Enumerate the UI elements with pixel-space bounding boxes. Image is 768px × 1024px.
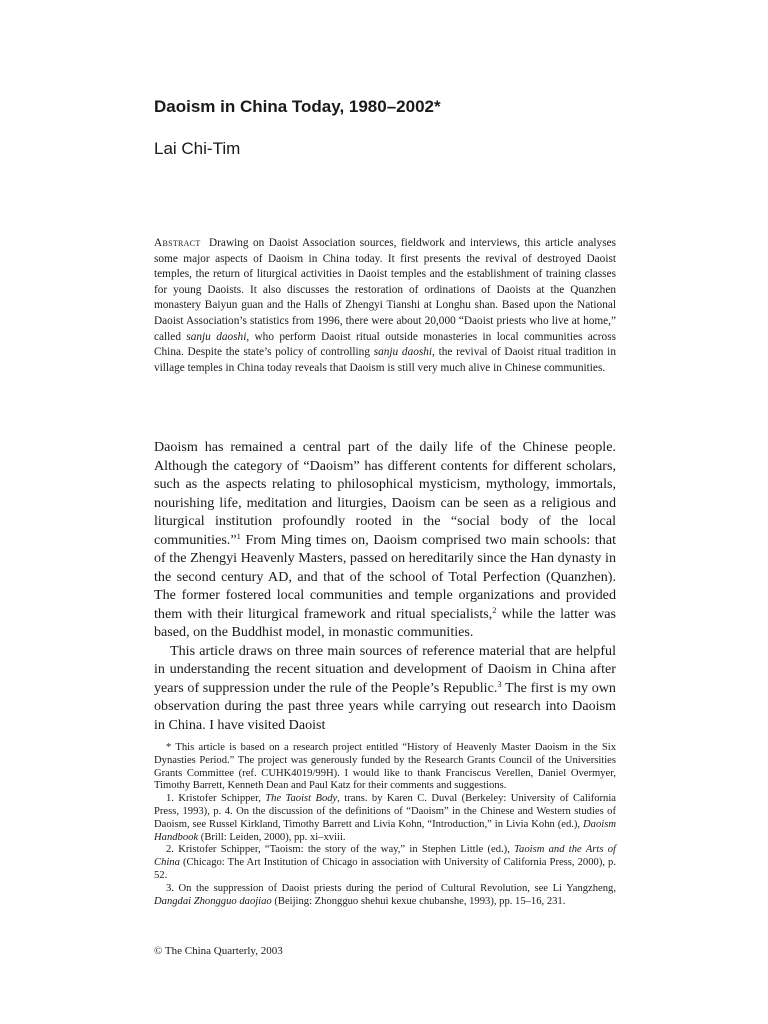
footnote-ref-3[interactable]: 3: [497, 678, 502, 689]
abstract-term-sanju-daoshi: sanju daoshi: [186, 330, 247, 343]
abstract-text-1: Drawing on Daoist Association sources, fieldwork and interviews, this article analyses some major aspects of Daoism in China today. It first presents the revival of destroyed Daoist temples, the return of liturgical activities in Daoist temples and the establishment of training classes for young Daoists. It also discusses the restoration of ordinations of Daoists at the Quanzhen monastery Baiyun guan and the Halls of Zhengyi Tianshi at Longhu shan. Based upon the National Daoist Association’s statistics from 1996, there were about 20,000 “Daoist priests who live at home,” called: [154, 237, 617, 343]
article-body: [154, 438, 616, 734]
copyright-notice: © The China Quarterly, 2003: [154, 945, 283, 957]
author-name: Lai Chi-Tim: [154, 139, 241, 158]
abstract: [154, 236, 616, 376]
footnote-star: * This article is based on a research project entitled “History of Heavenly Master Daoism in the Six Dynasties Period.” The project was generously funded by the Research Grants Council of the Universities Grants Committee (ref. CUHK4019/99H). I would like to thank Franciscus Verellen, Daniel Overmyer, Timothy Barrett, Kenneth Dean and Paul Katz for their comments and suggestions.: [154, 742, 616, 792]
footnote-1: 1. Kristofer Schipper, The Taoist Body, trans. by Karen C. Duval (Berkeley: University of California Press, 1993), p. 4. On the discussion of the definitions of “Daoism” in the Chinese and Western studies of Daoism, see Russel Kirkland, Timothy Barrett and Livia Kohn, “Introduction,” in Livia Kohn (ed.), Daoism Handbook (Brill: Leiden, 2000), pp. xi–xviii.: [154, 793, 616, 843]
footnote-ref-2[interactable]: 2: [492, 604, 497, 615]
body-paragraph-2: This article draws on three main sources of reference material that are helpful in understanding the recent situation and development of Daoism in China after years of suppression under the rule of the People’s Republic.$^3$ The first is my own observation during the past three years while carrying out research into Daoism in China. I have visited Daoist: [154, 642, 616, 733]
abstract-label: Abstract: [154, 237, 201, 249]
footnote-3: 3. On the suppression of Daoist priests during the period of Cultural Revolution, see Li Yangzheng, Dangdai Zhongguo daojiao (Beijing: Zhongguo shehui kexue chubanshe, 1993), pp. 15–16, 231.: [154, 882, 616, 907]
footnotes: [154, 742, 616, 908]
footnote-ref-1[interactable]: 1: [236, 530, 241, 541]
abstract-term-sanju-daoshi-2: sanju daoshi: [373, 346, 433, 359]
abstract-text-3: , the revival of Daoist ritual tradition in village temples in China today reveals that Daoism is still very much alive in Chinese communities.: [154, 346, 616, 374]
article-title: Daoism in China Today, 1980–2002*: [154, 97, 441, 116]
footnote-2: 2. Kristofer Schipper, “Taoism: the story of the way,” in Stephen Little (ed.), Taoism and the Arts of China (Chicago: The Art Institution of Chicago in association with University of California Press, 2000), p. 52.: [154, 844, 616, 881]
abstract-text-2: , who perform Daoist ritual outside monasteries in local communities across China. Despite the state’s policy of controlling: [154, 330, 616, 359]
body-paragraph-1: Daoism has remained a central part of the daily life of the Chinese people. Although the category of “Daoism” has different contents for different scholars, such as the aspects relating to philosophical mysticism, mythology, immortals, nourishing life, meditation and liturgies, Daoism can be seen as a religious and liturgical institution profoundly rooted in the “social body of the local communities.”$^1$ From Ming times on, Daoism comprised two main schools: that of the Zhengyi Heavenly Masters, passed on hereditarily since the Han dynasty in the second century AD, and that of the school of Total Perfection (Quanzhen). The former fostered local communities and temple organizations and provided them with their liturgical framework and ritual specialists,$^2$ while the latter was based, on the Buddhist model, in monastic communities.: [154, 439, 616, 640]
